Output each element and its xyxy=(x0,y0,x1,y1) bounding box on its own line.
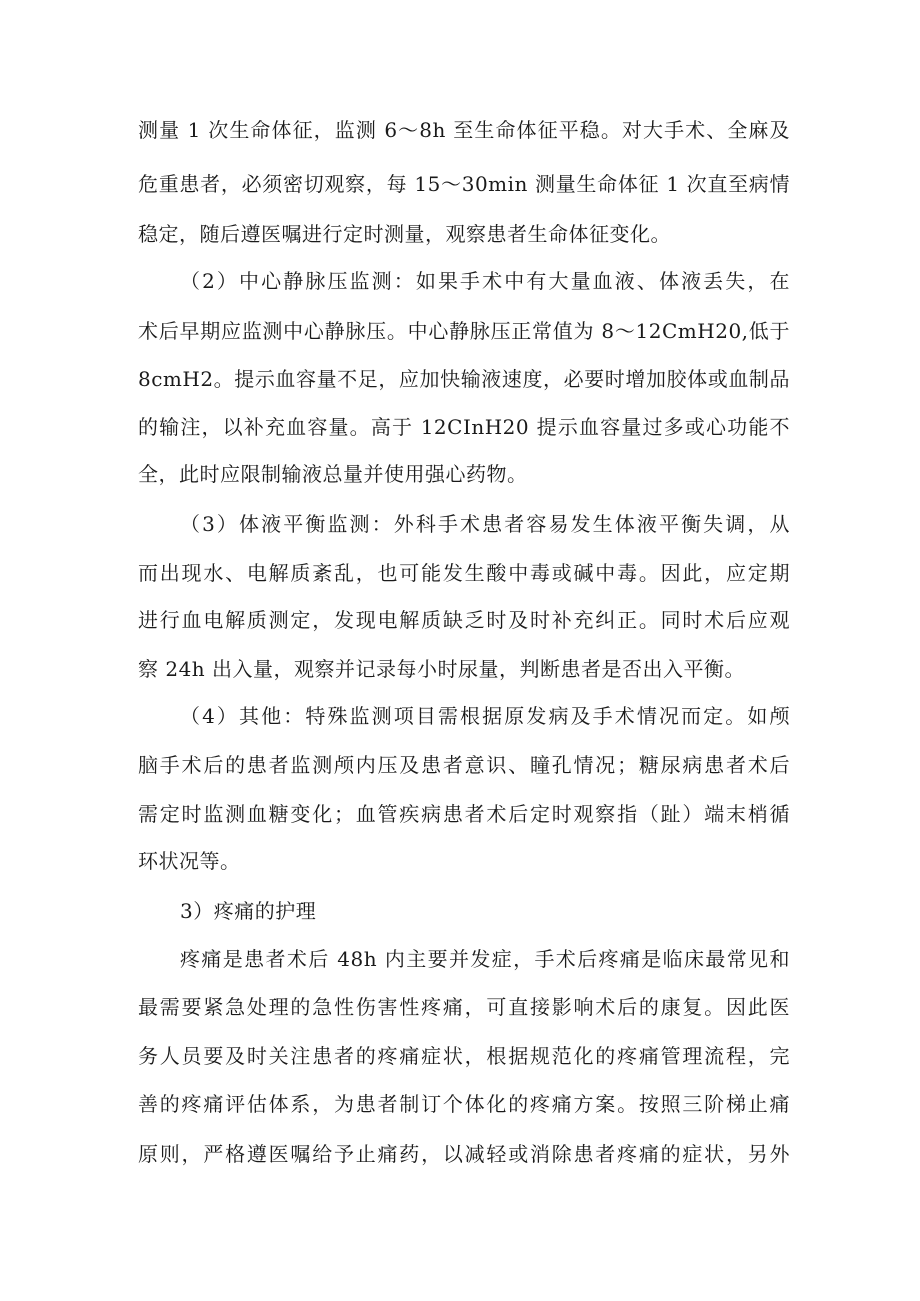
text-line: 进行血电解质测定，发现电解质缺乏时及时补充纠正。同时术后应观 xyxy=(138,608,790,632)
text-line: 原则，严格遵医嘱给予止痛药，以减轻或消除患者疼痛的症状，另外 xyxy=(138,1142,790,1166)
text-line: 最需要紧急处理的急性伤害性疼痛，可直接影响术后的康复。因此医 xyxy=(138,995,790,1019)
text-line: 测量 1 次生命体征，监测 6～8h 至生命体征平稳。对大手术、全麻及 xyxy=(138,118,790,142)
text-line: 脑手术后的患者监测颅内压及患者意识、瞳孔情况；糖尿病患者术后 xyxy=(138,753,790,777)
text-line: 全，此时应限制输液总量并使用强心药物。 xyxy=(138,462,528,486)
text-line: 环状况等。 xyxy=(138,849,241,873)
text-line: （4）其他：特殊监测项目需根据原发病及手术情况而定。如颅 xyxy=(180,704,790,728)
text-line: （2）中心静脉压监测：如果手术中有大量血液、体液丢失，在 xyxy=(180,269,790,293)
text-line: 而出现水、电解质紊乱，也可能发生酸中毒或碱中毒。因此，应定期 xyxy=(138,561,790,585)
text-line: 术后早期应监测中心静脉压。中心静脉压正常值为 8～12CmH20,低于 xyxy=(138,319,790,343)
section-heading: 3）疼痛的护理 xyxy=(180,899,317,923)
text-line: 善的疼痛评估体系，为患者制订个体化的疼痛方案。按照三阶梯止痛 xyxy=(138,1092,790,1116)
text-line: （3）体液平衡监测：外科手术患者容易发生体液平衡失调，从 xyxy=(180,512,790,536)
text-line: 察 24h 出入量，观察并记录每小时尿量，判断患者是否出入平衡。 xyxy=(138,657,746,681)
text-line: 8cmH2。提示血容量不足，应加快输液速度，必要时增加胶体或血制品 xyxy=(138,367,790,391)
text-line: 务人员要及时关注患者的疼痛症状，根据规范化的疼痛管理流程，完 xyxy=(138,1044,790,1068)
text-line: 需定时监测血糖变化；血管疾病患者术后定时观察指（趾）端末梢循 xyxy=(138,802,790,826)
text-line: 疼痛是患者术后 48h 内主要并发症，手术后疼痛是临床最常见和 xyxy=(180,947,790,971)
text-line: 危重患者，必须密切观察，每 15～30min 测量生命体征 1 次直至病情 xyxy=(138,172,790,196)
text-line: 稳定，随后遵医嘱进行定时测量，观察患者生命体征变化。 xyxy=(138,222,671,246)
text-line: 的输注，以补充血容量。高于 12CInH20 提示血容量过多或心功能不 xyxy=(138,415,790,439)
